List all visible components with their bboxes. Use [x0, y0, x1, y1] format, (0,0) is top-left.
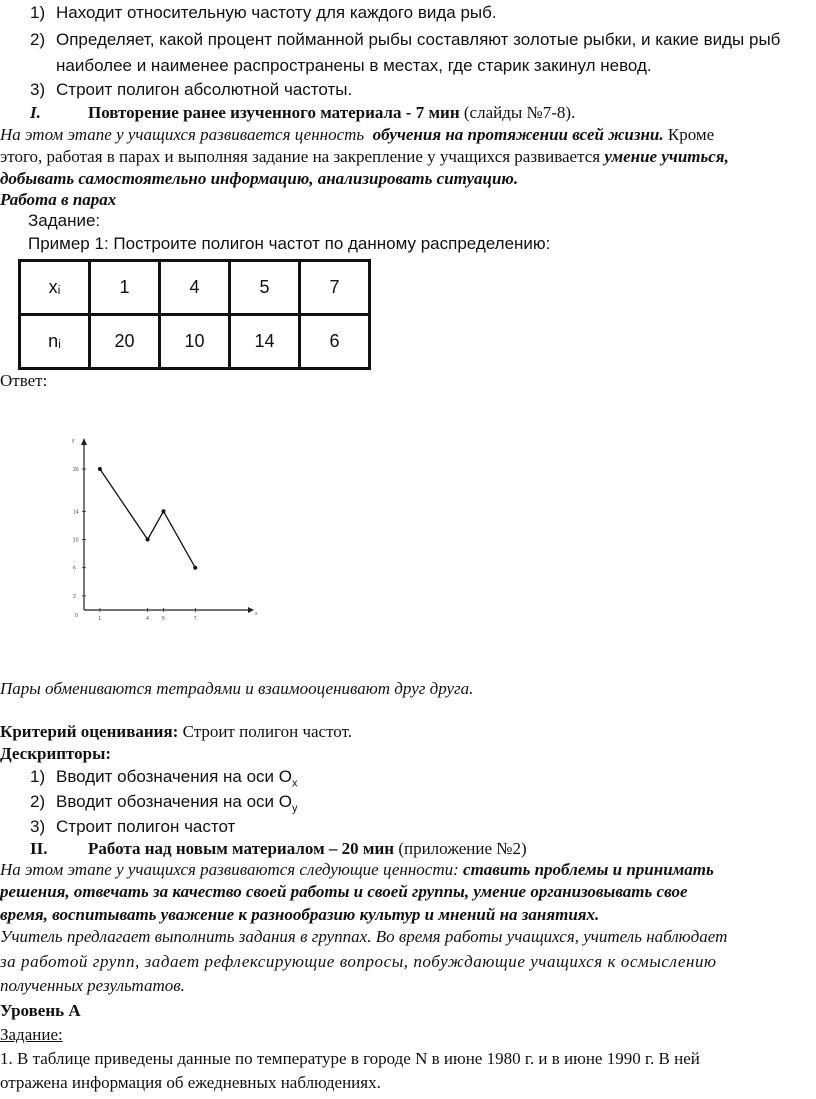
y-tick-label: 20	[73, 467, 79, 473]
paragraph-line: полученных результатов.	[0, 976, 185, 995]
descriptors-heading: Дескрипторы:	[0, 744, 112, 763]
x-axis-arrow	[248, 607, 254, 613]
table-cell: 1	[90, 261, 160, 315]
x-axis-label: x	[255, 611, 258, 617]
x-tick-label: 1	[98, 616, 102, 622]
table-cell: 5	[230, 261, 300, 315]
example-text: Пример 1: Построите полигон частот по данному распределению:	[28, 234, 551, 253]
table-cell: 6	[300, 315, 370, 369]
answer-label: Ответ:	[0, 371, 48, 390]
data-point	[193, 566, 197, 570]
list-item: 3) Строит полигон абсолютной частоты.	[30, 80, 353, 99]
list-item: 2) Вводит обозначения на оси $O_y$	[30, 792, 298, 815]
task-label: Задание:	[0, 1025, 63, 1044]
paragraph-line: На этом этапе у учащихся развивается ценность обучения на протяжении всей жизни. Кроме	[0, 125, 715, 144]
subheading: Работа в парах	[0, 190, 117, 209]
paragraph-line: время, воспитывать уважение к разнообразию культур и мнений на занятиях.	[0, 905, 600, 924]
y-tick-label: 14	[73, 509, 79, 516]
y-tick-label: 10	[73, 537, 79, 544]
origin-label: 0	[75, 613, 78, 619]
data-point	[162, 509, 166, 513]
table-cell: 10	[160, 315, 230, 369]
section-heading: II. Работа над новым материалом – 20 мин (приложение №2)	[30, 839, 527, 858]
paragraph-line: этого, работая в парах и выполняя задание на закрепление у учащихся развивается умение учиться,	[0, 147, 729, 166]
list-item: 2) Определяет, какой процент пойманной рыбы составляют золотые рыбки, и какие виды рыб	[30, 30, 781, 49]
y-axis-label: y	[72, 438, 75, 444]
list-item-continuation: наиболее и наименее распространены в местах, где старик закинул невод.	[56, 56, 652, 75]
pairs-text: Пары обмениваются тетрадями и взаимооценивают друг друга.	[0, 679, 474, 698]
list-item: 1) Вводит обозначения на оси $O_x$	[30, 767, 298, 790]
section-heading: I. Повторение ранее изученного материала - 7 мин (слайды №7-8).	[30, 103, 576, 122]
paragraph-line: за работой групп, задает рефлексирующие вопросы, побуждающие учащихся к осмыслению	[0, 952, 717, 971]
table-cell: 7	[300, 261, 370, 315]
criterion: Критерий оценивания: Строит полигон частот.	[0, 722, 352, 741]
y-tick-label: 2	[73, 593, 76, 600]
x-tick-label: 4	[146, 616, 149, 622]
y-tick-label: 6	[73, 565, 76, 572]
task-label: Задание:	[28, 211, 101, 230]
level-heading: Уровень А	[0, 1001, 81, 1020]
paragraph-line: добывать самостоятельно информацию, анализировать ситуацию.	[0, 169, 519, 188]
paragraph-line: решения, отвечать за качество своей работы и своей группы, умение организовывать свое	[0, 882, 688, 901]
list-item: 1) Находит относительную частоту для каждого вида рыб.	[30, 3, 497, 22]
x-tick-label: 5	[162, 616, 165, 622]
table-cell: 4	[160, 261, 230, 315]
data-point	[146, 538, 150, 542]
table-cell: 20	[90, 315, 160, 369]
table-header-cell: nᵢ	[20, 315, 90, 369]
list-item: 3) Строит полигон частот	[30, 817, 236, 836]
data-point	[98, 467, 102, 471]
table-cell: 14	[230, 315, 300, 369]
series-line	[100, 469, 195, 568]
x-tick-label: 7	[193, 616, 197, 622]
paragraph-line: Учитель предлагает выполнить задания в группах. Во время работы учащихся, учитель наблюдает	[0, 927, 728, 946]
paragraph-line: На этом этапе у учащихся развиваются следующие ценности: ставить проблемы и принимать	[0, 860, 714, 879]
table-header-cell: xᵢ	[20, 261, 90, 315]
task-text: 1. В таблице приведены данные по температуре в городе N в июне 1980 г. и в июне 1990 г. В ней	[0, 1049, 700, 1068]
y-axis-arrow	[81, 438, 87, 445]
task-text: отражена информация об ежедневных наблюдениях.	[0, 1073, 381, 1092]
